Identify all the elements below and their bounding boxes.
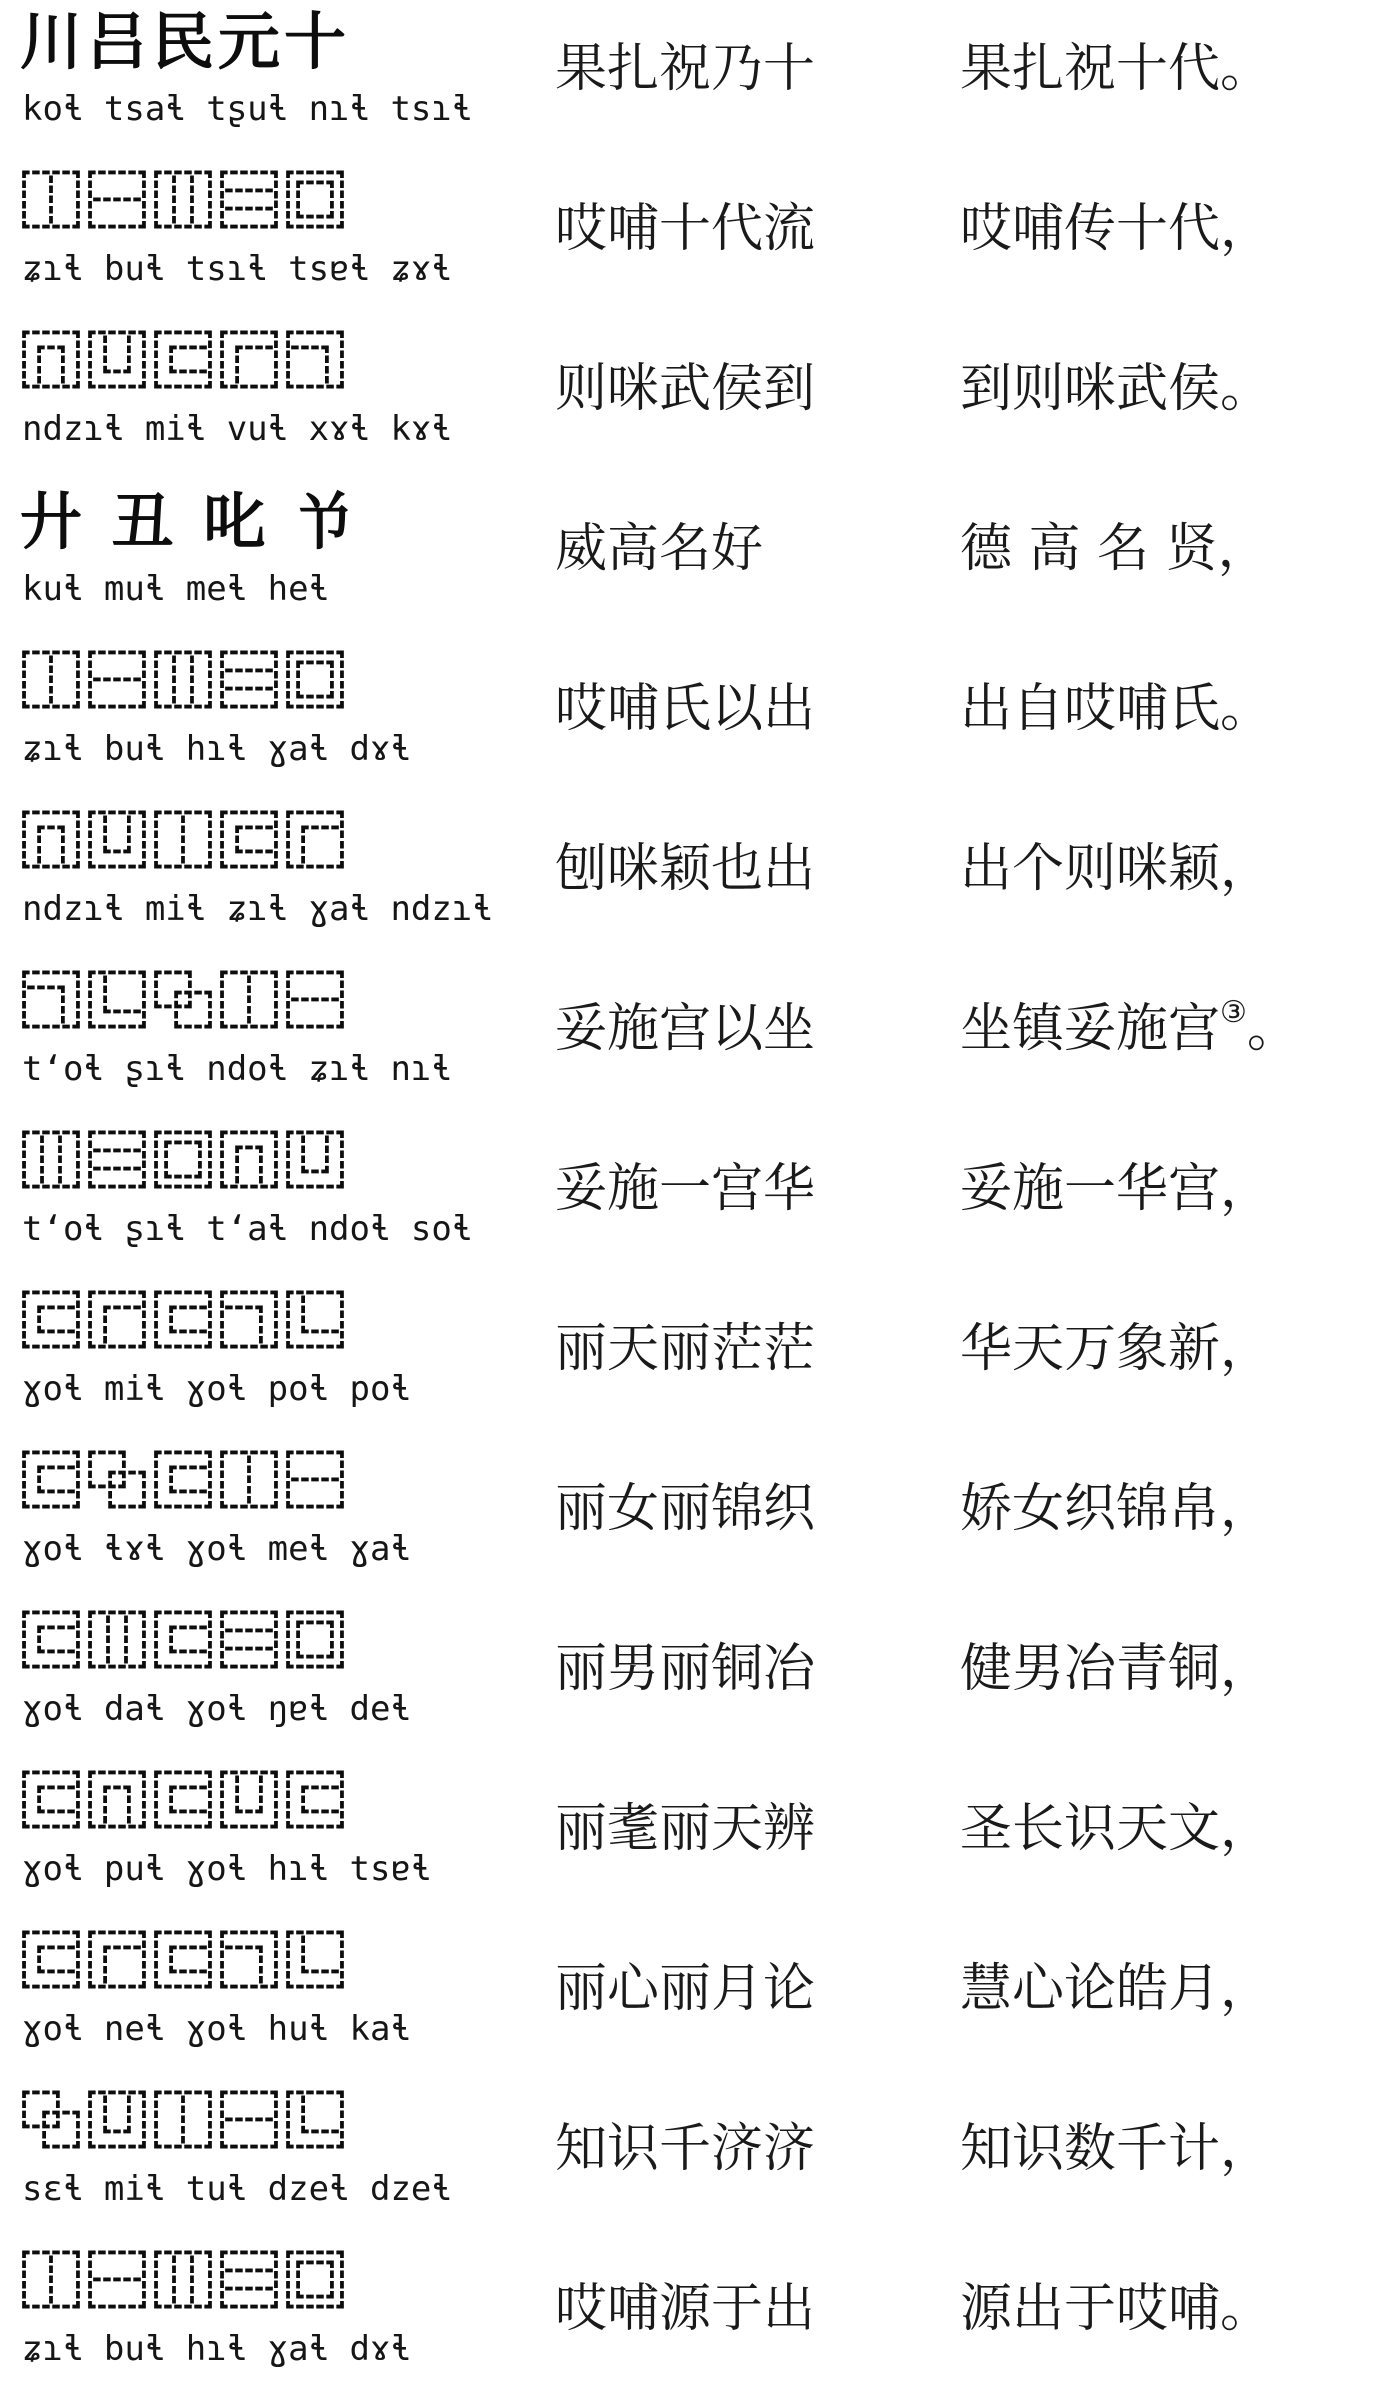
yi-glyphs: 廾 丑 叱 兯 bbox=[20, 485, 361, 558]
yi-script-block bbox=[20, 480, 450, 630]
yi-glyphs: ⿷⿵⿷⿶⿷ bbox=[20, 1765, 351, 1838]
phonetic-transcription: kuɬ muɬ meɬ heɬ bbox=[22, 569, 330, 609]
yi-glyphs: ⿷⿻⿷⿰⿱ bbox=[20, 1445, 351, 1518]
yi-script-block bbox=[20, 1920, 450, 2070]
phonetic-transcription: ʑɿɬ buɬ hɿɬ ɣaɬ dɤɬ bbox=[22, 729, 411, 769]
literal-translation: 丽心丽月论 bbox=[555, 1959, 816, 2019]
phonetic-transcription: ɣoɬ daɬ ɣoɬ ŋɐɬ deɬ bbox=[22, 1689, 411, 1729]
phonetic-transcription: tʻoɬ ʂɿɬ ndoɬ ʑɿɬ nɿɬ bbox=[22, 1049, 452, 1089]
yi-script-block bbox=[20, 2240, 450, 2390]
phonetic-transcription: ʑɿɬ buɬ hɿɬ ɣaɬ dɤɬ bbox=[22, 2329, 411, 2369]
yi-glyphs: ⿷⿲⿷⿳⿴ bbox=[20, 1605, 351, 1678]
free-translation: 圣长识天文， bbox=[960, 1799, 1273, 1859]
literal-translation: 妥施一宫华 bbox=[555, 1159, 816, 1219]
free-translation: 到则咪武侯。 bbox=[960, 359, 1273, 419]
literal-translation: 哎哺源于出 bbox=[555, 2279, 816, 2339]
literal-translation: 威高名好 bbox=[555, 519, 764, 579]
free-translation bbox=[960, 994, 1379, 1064]
free-translation: 哎哺传十代， bbox=[960, 199, 1273, 259]
verse-row-7 bbox=[0, 960, 1379, 1110]
phonetic-transcription: tʻoɬ ʂɿɬ tʻaɬ ndoɬ soɬ bbox=[22, 1209, 473, 1249]
free-translation: 华天万象新， bbox=[960, 1319, 1273, 1379]
literal-translation: 哎哺氏以出 bbox=[555, 679, 816, 739]
free-translation: 健男冶青铜， bbox=[960, 1639, 1273, 1699]
verse-row-8 bbox=[0, 1120, 1379, 1270]
yi-glyphs: ⿷⿸⿷⿹⿺ bbox=[20, 1285, 351, 1358]
free-translation: 娇女织锦帛， bbox=[960, 1479, 1273, 1539]
verse-row-10 bbox=[0, 1440, 1379, 1590]
phonetic-transcription: ʑɿɬ buɬ tsɿɬ tsɐɬ ʑɤɬ bbox=[22, 249, 452, 289]
phonetic-transcription: ɣoɬ ɬɤɬ ɣoɬ meɬ ɣaɬ bbox=[22, 1529, 411, 1569]
literal-translation: 丽耄丽天辨 bbox=[555, 1799, 816, 1859]
verse-row-13 bbox=[0, 1920, 1379, 2070]
yi-script-block bbox=[20, 0, 473, 150]
free-translation: 出自哎哺氏。 bbox=[960, 679, 1273, 739]
verse-row-1 bbox=[0, 0, 1379, 150]
literal-translation: 丽女丽锦织 bbox=[555, 1479, 816, 1539]
verse-row-12 bbox=[0, 1760, 1379, 1910]
yi-script-block bbox=[20, 640, 450, 790]
verse-row-14 bbox=[0, 2080, 1379, 2230]
literal-translation: 哎哺十代流 bbox=[555, 199, 816, 259]
yi-script-block bbox=[20, 800, 493, 950]
free-translation: 果扎祝十代。 bbox=[960, 39, 1273, 99]
verse-row-3 bbox=[0, 320, 1379, 470]
yi-script-block bbox=[20, 1280, 450, 1430]
yi-glyphs: ⿷⿸⿷⿹⿺ bbox=[20, 1925, 351, 1998]
literal-translation: 果扎祝乃十 bbox=[555, 39, 816, 99]
yi-glyphs: ⿵⿶⿷⿸⿹ bbox=[20, 325, 351, 398]
free-translation: 慧心论皓月， bbox=[960, 1959, 1273, 2019]
yi-script-block bbox=[20, 1760, 450, 1910]
verse-row-5 bbox=[0, 640, 1379, 790]
phonetic-transcription: ɣoɬ neɬ ɣoɬ huɬ kaɬ bbox=[22, 2009, 411, 2049]
free-translation: 源出于哎哺。 bbox=[960, 2279, 1273, 2339]
yi-glyphs: ⿻⿶⿰⿱⿺ bbox=[20, 2085, 351, 2158]
phonetic-transcription: ɣoɬ puɬ ɣoɬ hɿɬ tsɐɬ bbox=[22, 1849, 432, 1889]
yi-script-block bbox=[20, 1120, 473, 1270]
yi-script-block bbox=[20, 160, 450, 310]
yi-glyphs: ⿰⿱⿲⿳⿴ bbox=[20, 2245, 351, 2318]
yi-glyphs: 川吕民元十 bbox=[20, 5, 351, 78]
yi-script-block bbox=[20, 1600, 450, 1750]
phonetic-transcription: koɬ tsaɬ tʂuɬ nɿɬ tsɿɬ bbox=[22, 89, 473, 129]
free-translation: 出个则咪颖， bbox=[960, 839, 1273, 899]
yi-glyphs: ⿵⿶⿰⿷⿸ bbox=[20, 805, 351, 878]
verse-row-4 bbox=[0, 480, 1379, 630]
verse-row-15 bbox=[0, 2240, 1379, 2390]
phonetic-transcription: sɛɬ miɬ tuɬ dzeɬ dzeɬ bbox=[22, 2169, 452, 2209]
free-translation: 德 高 名 贤， bbox=[960, 519, 1270, 579]
literal-translation: 妥施宫以坐 bbox=[555, 999, 816, 1059]
free-translation: 知识数千计， bbox=[960, 2119, 1273, 2179]
verse-row-6 bbox=[0, 800, 1379, 950]
phonetic-transcription: ɣoɬ miɬ ɣoɬ poɬ poɬ bbox=[22, 1369, 411, 1409]
yi-script-block bbox=[20, 1440, 450, 1590]
yi-script-block bbox=[20, 2080, 450, 2230]
verse-row-2 bbox=[0, 160, 1379, 310]
literal-translation: 丽天丽茫茫 bbox=[555, 1319, 816, 1379]
phonetic-transcription: ndzɿɬ miɬ vuɬ xɤɬ kɤɬ bbox=[22, 409, 452, 449]
literal-translation: 知识千济济 bbox=[555, 2119, 816, 2179]
phonetic-transcription: ndzɿɬ miɬ ʑɿɬ ɣaɬ ndzɿɬ bbox=[22, 889, 493, 929]
literal-translation: 丽男丽铜冶 bbox=[555, 1639, 816, 1699]
literal-translation: 则咪武侯到 bbox=[555, 359, 816, 419]
footnote-marker[interactable]: ③ bbox=[1220, 995, 1247, 1030]
yi-script-block bbox=[20, 960, 450, 1110]
yi-script-block bbox=[20, 320, 450, 470]
verse-row-11 bbox=[0, 1600, 1379, 1750]
free-translation-text: 坐镇妥施宫 bbox=[960, 999, 1221, 1059]
free-translation-punct: 。 bbox=[1246, 999, 1299, 1059]
verse-row-9 bbox=[0, 1280, 1379, 1430]
literal-translation: 刨咪颖也出 bbox=[555, 839, 816, 899]
yi-glyphs: ⿰⿱⿲⿳⿴ bbox=[20, 645, 351, 718]
yi-glyphs: ⿲⿳⿴⿵⿶ bbox=[20, 1125, 351, 1198]
yi-glyphs: ⿰⿱⿲⿳⿴ bbox=[20, 165, 351, 238]
free-translation: 妥施一华宫， bbox=[960, 1159, 1273, 1219]
yi-glyphs: ⿹⿺⿻⿰⿱ bbox=[20, 965, 351, 1038]
